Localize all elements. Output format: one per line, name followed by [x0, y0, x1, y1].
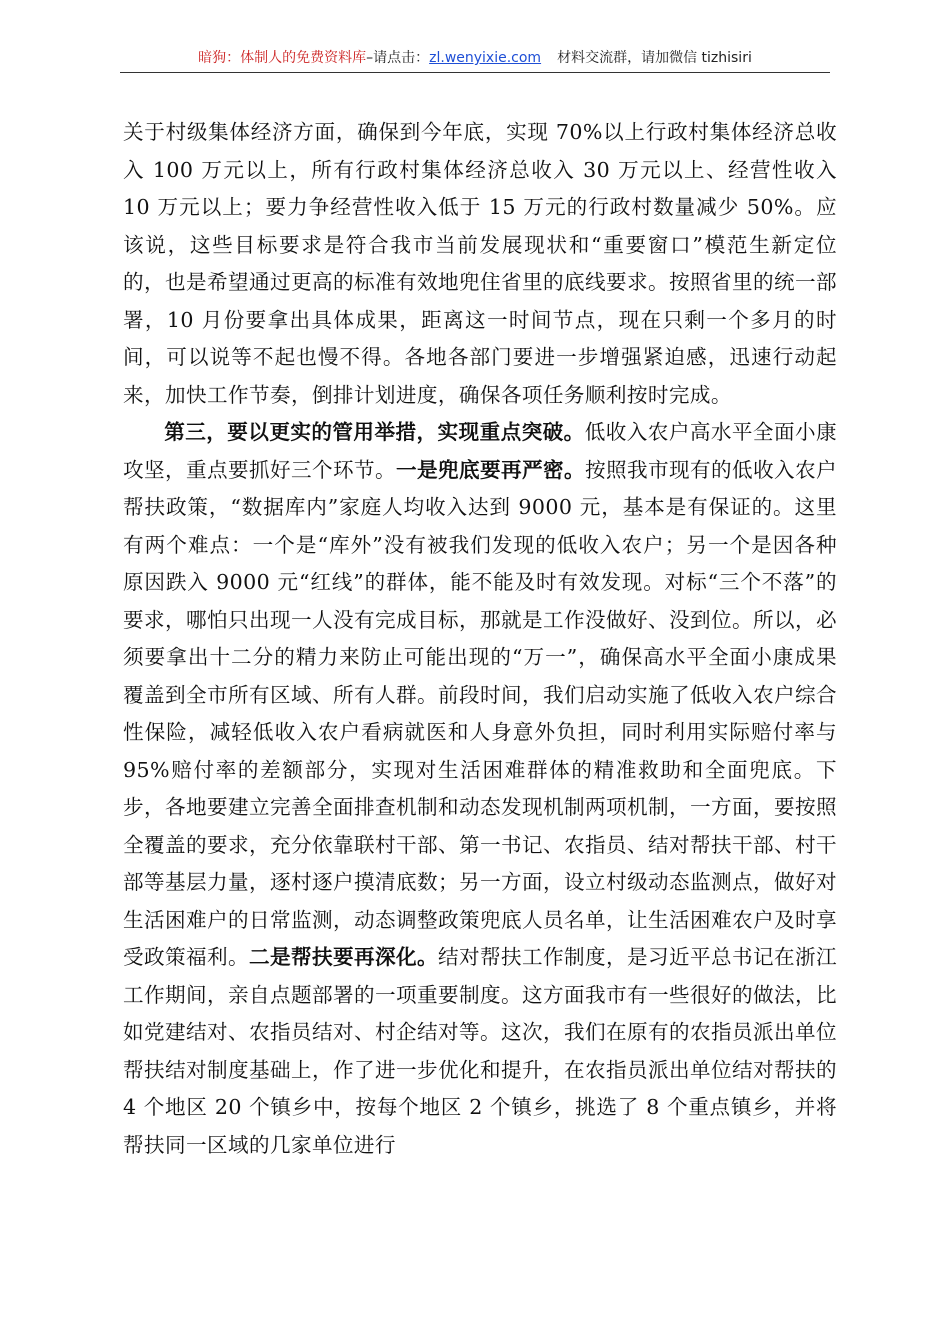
point-one-text: 按照我市现有的低收入农户帮扶政策，“数据库内”家庭人均收入达到 9000 元，基本是有保证的。这里有两个难点：一个是“库外”没有被我们发现的低收入农户；另一个是因各种原因跌入 9000 元“红线”的群体，能不能及时有效发现。对标“三个不落”的要求，哪怕只出现一人没有完成目标，那就是工作没做好、没到位。所以，必须要拿出十二分的精力来防止可能出现的“万一”，确保高水平全面小康成果覆盖到全市所有区域、所有人群。前段时间，我们启动实施了低收入农户综合性保险，减轻低收入农户看病就医和人身意外负担，同时利用实际赔付率与 95%赔付率的差额部分，实现对生活困难群体的精准救助和全面兜底。下步，各地要建立完善全面排查机制和动态发现机制两项机制，一方面，要按照全覆盖的要求，充分依靠联村干部、第一书记、农指员、结对帮扶干部、村干部等基层力量，逐村逐户摸清底数；另一方面，设立村级动态监测点，做好对生活困难户的日常监测，动态调整政策兜底人员名单，让生活困难农户及时享受政策福利。: [123, 457, 837, 969]
header-prompt: –请点击：: [366, 50, 430, 66]
page-header: [120, 44, 830, 73]
header-contact: 材料交流群，请加微信 tizhisiri: [557, 50, 752, 66]
header-link[interactable]: zl.wenyixie.com: [429, 50, 542, 66]
point-one-heading: 一是兜底要再严密。: [396, 457, 585, 482]
point-two-heading: 二是帮扶要再深化。: [249, 945, 438, 969]
point-two-text: 结对帮扶工作制度，是习近平总书记在浙江工作期间，亲自点题部署的一项重要制度。这方面我市有一些很好的做法，比如党建结对、农指员结对、村企结对等。这次，我们在原有的农指员派出单位帮扶结对制度基础上，作了进一步优化和提升，在农指员派出单位结对帮扶的 4 个地区 20 个镇乡中，按每个地区 2 个镇乡，挑选了 8 个重点镇乡，并将帮扶同一区域的几家单位进行: [123, 945, 837, 1157]
document-body: [123, 114, 837, 1164]
paragraph-1: 关于村级集体经济方面，确保到今年底，实现 70%以上行政村集体经济总收入 100 万元以上，所有行政村集体经济总收入 30 万元以上、经营性收入 10 万元以上；要力争经营性收入低于 15 万元的行政村数量减少 50%。应该说，这些目标要求是符合我市当前发展现状和“重要窗口”模范生新定位的，也是希望通过更高的标准有效地兜住省里的底线要求。按照省里的统一部署，10 月份要拿出具体成果，距离这一时间节点，现在只剩一个多月的时间，可以说等不起也慢不得。各地各部门要进一步增强紧迫感，迅速行动起来，加快工作节奏，倒排计划进度，确保各项任务顺利按时完成。: [123, 120, 837, 407]
header-brand: 暗狗：体制人的免费资料库: [198, 50, 367, 66]
section-heading: 第三，要以更实的管用举措，实现重点突破。: [164, 420, 585, 444]
paragraph-2: [123, 414, 837, 1164]
paragraph-2-intro: 低收入农户高水平全面小康攻坚，重点要抓好三个环节。: [123, 420, 837, 482]
